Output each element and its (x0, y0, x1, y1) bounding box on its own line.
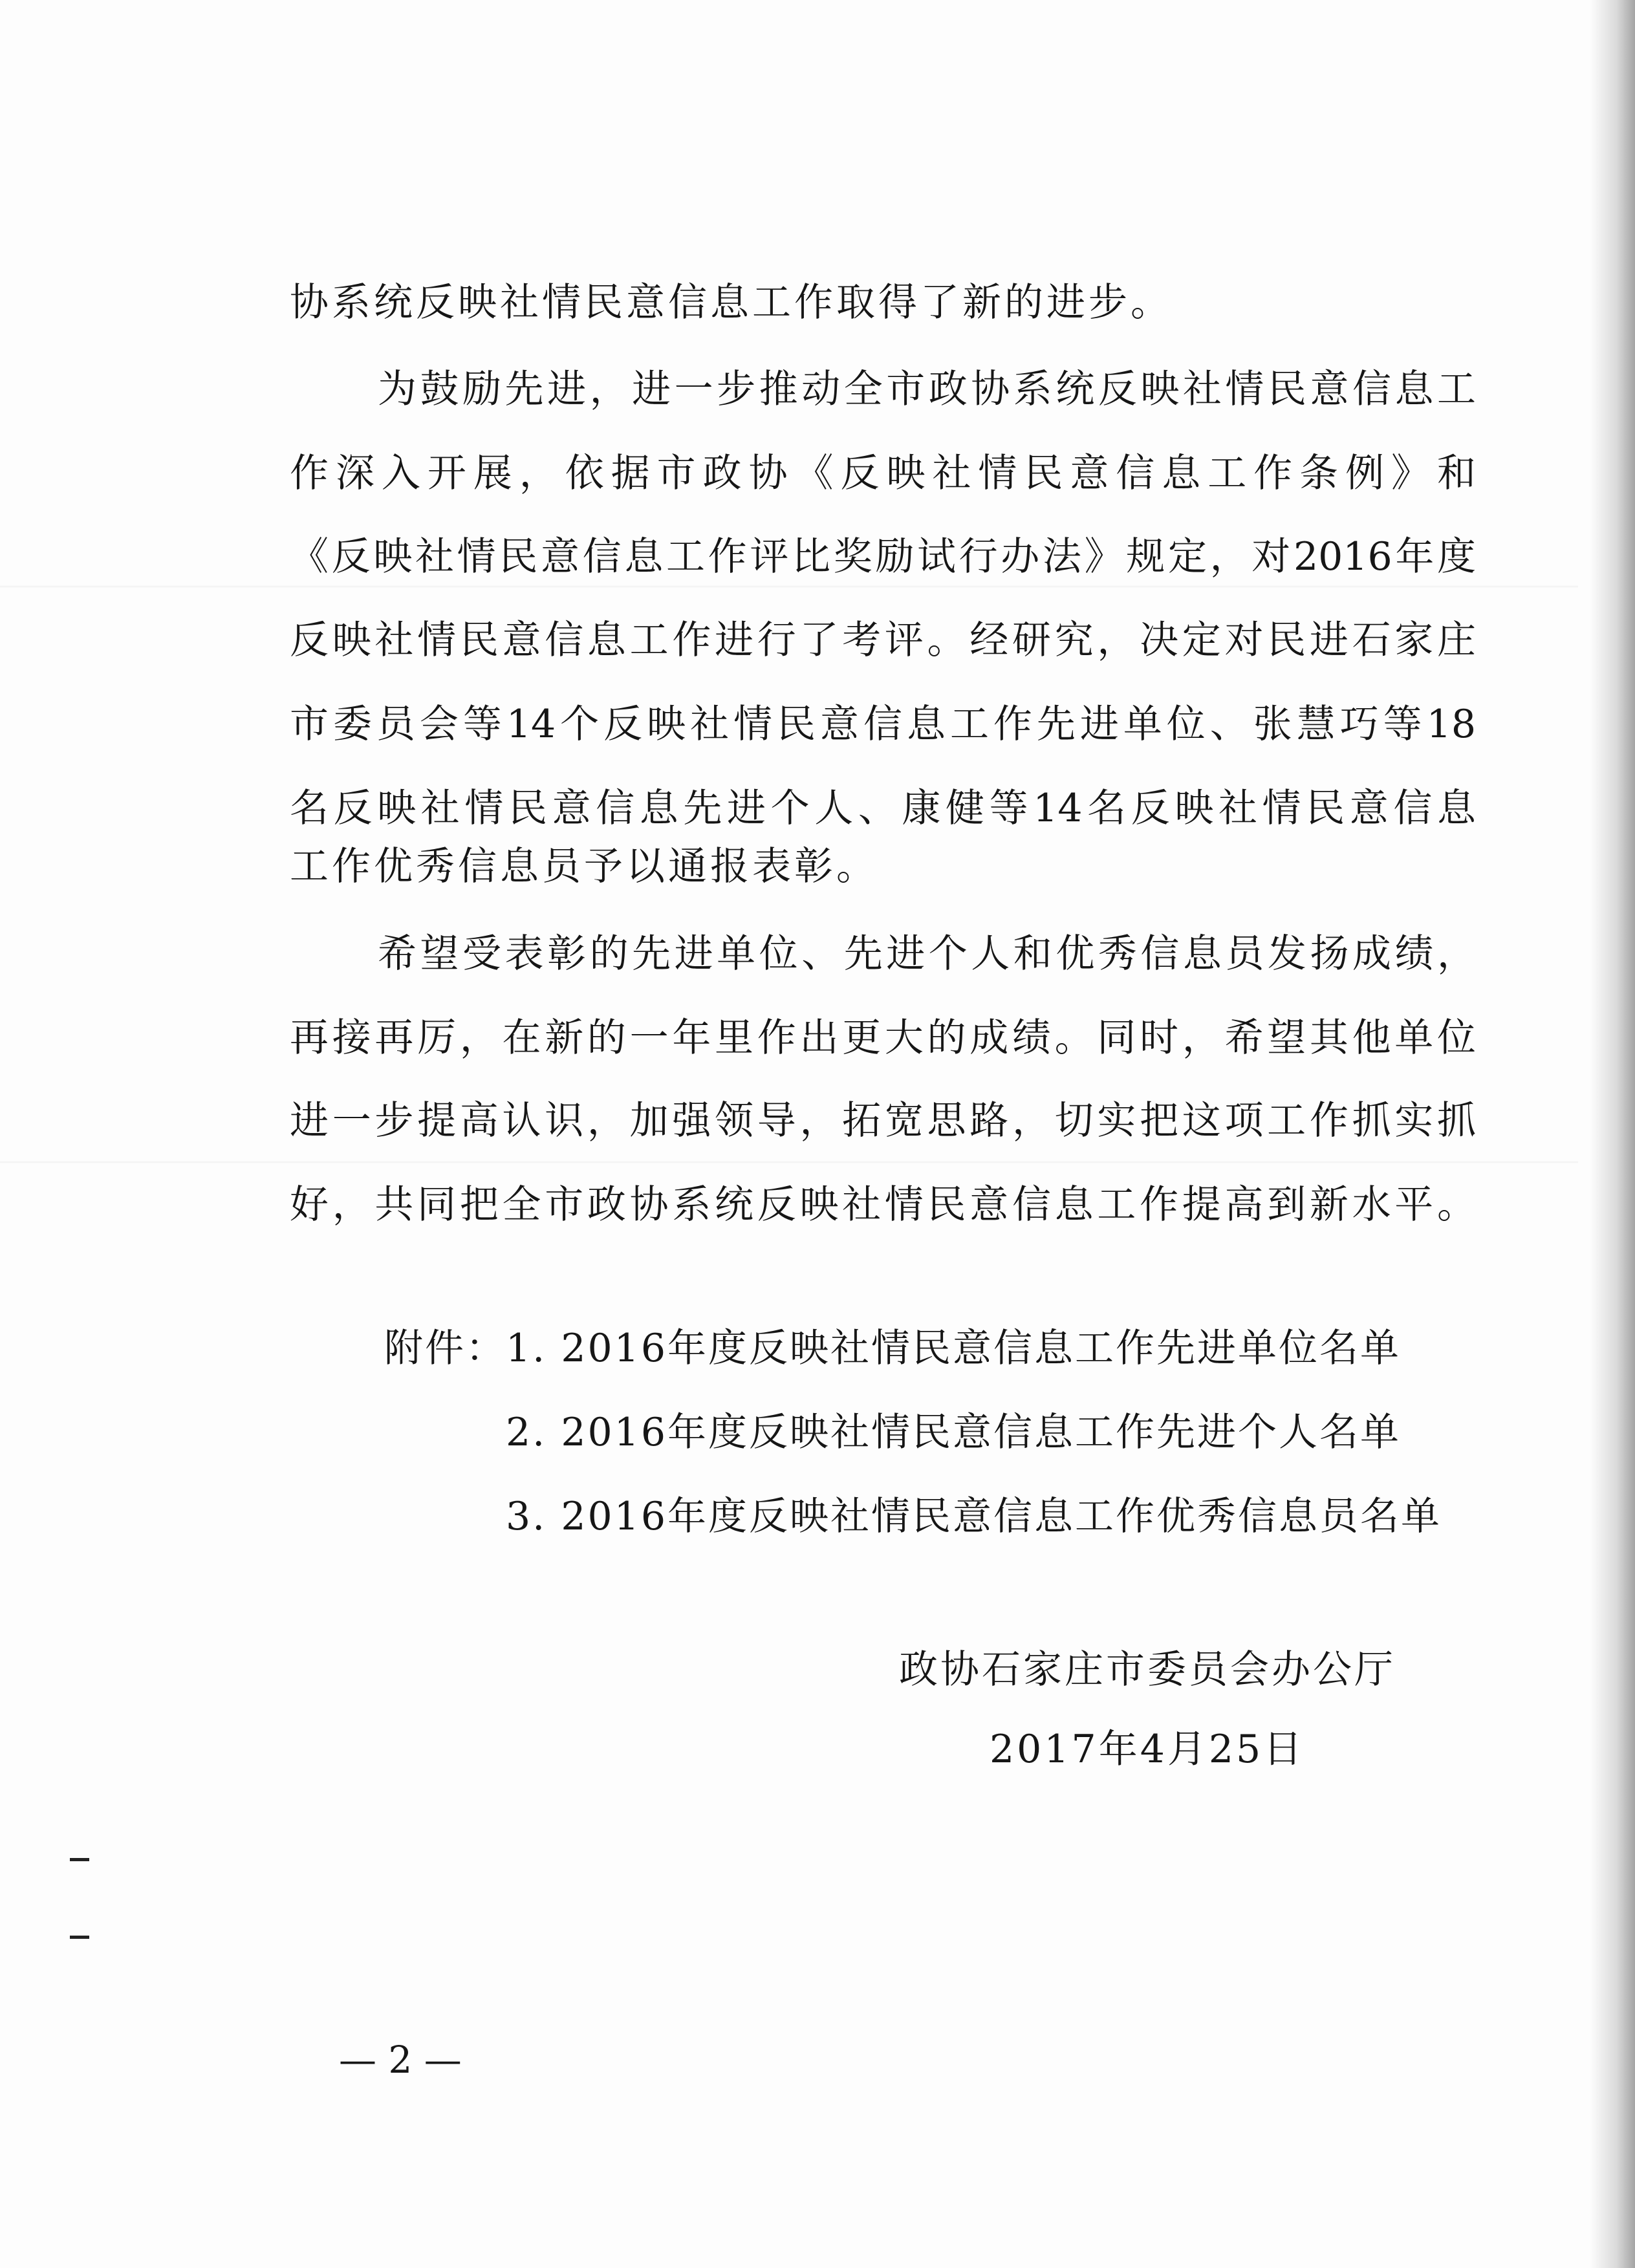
body-line: 工作优秀信息员予以通报表彰。 (290, 844, 878, 889)
fold-line (0, 1161, 1578, 1163)
fold-line (0, 585, 1578, 588)
body-line: 进一步提高认识，加强领导，拓宽思路，切实把这项工作抓实抓 (290, 1098, 1476, 1143)
attachment-label: 附件： (384, 1326, 506, 1371)
body-line: 名反映社情民意信息先进个人、康健等14名反映社情民意信息 (290, 786, 1476, 831)
attachment-item: 3. 2016年度反映社情民意信息工作优秀信息员名单 (506, 1494, 1442, 1539)
body-line: 为鼓励先进，进一步推动全市政协系统反映社情民意信息工 (378, 367, 1476, 412)
body-line: 作深入开展，依据市政协《反映社情民意信息工作条例》和 (290, 451, 1476, 496)
page-number: — 2 — (339, 2038, 462, 2082)
body-line: 市委员会等14个反映社情民意信息工作先进单位、张慧巧等18 (290, 702, 1476, 747)
attachment-item: 1. 2016年度反映社情民意信息工作先进单位名单 (506, 1326, 1402, 1371)
scan-edge-shadow (1590, 0, 1635, 2268)
body-line: 协系统反映社情民意信息工作取得了新的进步。 (290, 280, 1173, 325)
issuing-organization: 政协石家庄市委员会办公厅 (899, 1647, 1396, 1692)
body-line: 好，共同把全市政协系统反映社情民意信息工作提高到新水平。 (290, 1182, 1476, 1227)
attachment-item: 2. 2016年度反映社情民意信息工作先进个人名单 (506, 1410, 1402, 1455)
issue-date: 2017年4月25日 (990, 1727, 1305, 1772)
margin-tick (70, 1936, 89, 1939)
body-line: 希望受表彰的先进单位、先进个人和优秀信息员发扬成绩， (378, 931, 1476, 977)
margin-tick (70, 1858, 89, 1861)
body-line: 《反映社情民意信息工作评比奖励试行办法》规定，对2016年度 (290, 534, 1476, 579)
body-line: 反映社情民意信息工作进行了考评。经研究，决定对民进石家庄 (290, 618, 1476, 663)
body-line: 再接再厉，在新的一年里作出更大的成绩。同时，希望其他单位 (290, 1015, 1476, 1061)
